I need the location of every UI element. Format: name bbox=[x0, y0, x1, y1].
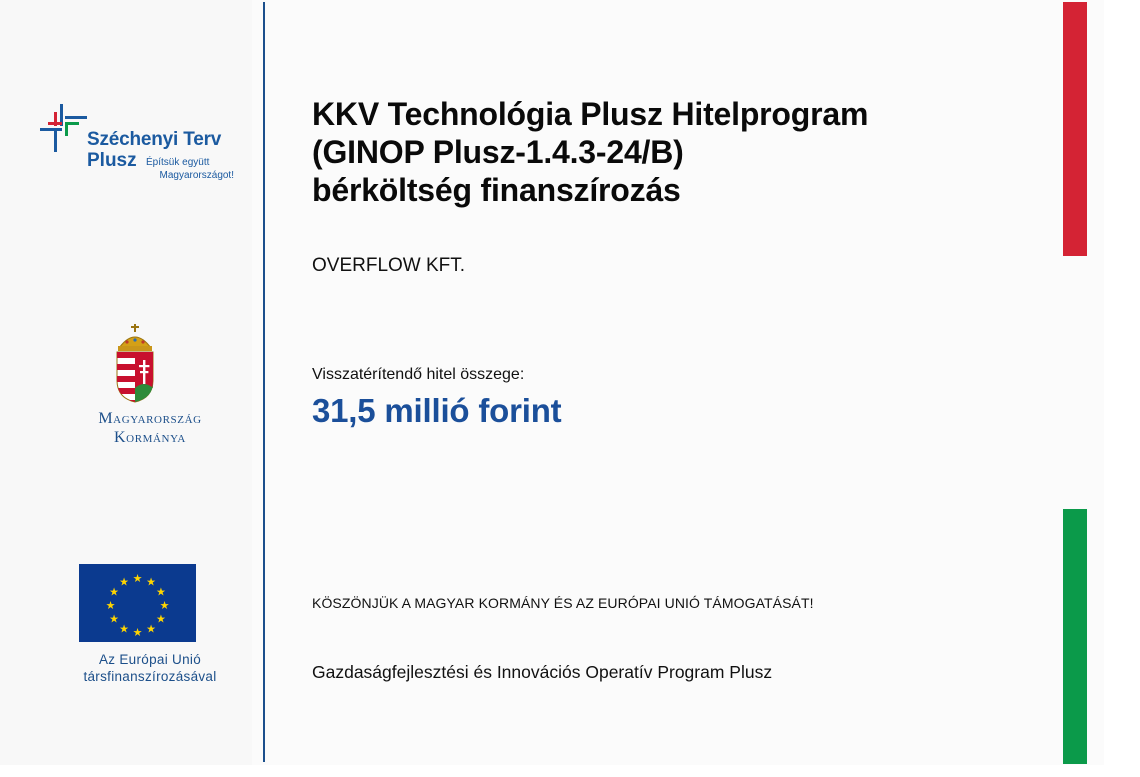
title-line-2: (GINOP Plusz-1.4.3-24/B) bbox=[312, 134, 684, 170]
project-title bbox=[312, 95, 868, 209]
flag-red-bar bbox=[1063, 2, 1087, 256]
slogan-line-2: Magyarországot! bbox=[159, 170, 234, 181]
government-line-1: Magyarország bbox=[98, 410, 202, 427]
acknowledgement-text: KÖSZÖNJÜK A MAGYAR KORMÁNY ÉS AZ EURÓPAI UNIÓ TÁMOGATÁSÁT! bbox=[312, 595, 814, 611]
slogan-line-1: Építsük együtt bbox=[146, 157, 210, 168]
hungarian-coat-of-arms-icon bbox=[113, 322, 157, 404]
svg-text:★: ★ bbox=[155, 585, 166, 599]
svg-text:★: ★ bbox=[146, 575, 156, 589]
eu-stars-ring bbox=[79, 564, 196, 642]
program-name: Gazdaságfejlesztési és Innovációs Operatív Program Plusz bbox=[312, 662, 773, 682]
szechenyi-title: Széchenyi Terv bbox=[87, 129, 222, 150]
svg-text:★: ★ bbox=[119, 575, 129, 589]
eu-cofinancing-text bbox=[40, 651, 260, 685]
eu-line-2: társfinanszírozásával bbox=[83, 669, 217, 684]
svg-text:★: ★ bbox=[146, 622, 156, 636]
eu-flag-icon bbox=[79, 564, 196, 642]
svg-text:★: ★ bbox=[105, 599, 116, 612]
beneficiary-name: OVERFLOW KFT. bbox=[312, 255, 466, 276]
svg-text:★: ★ bbox=[155, 612, 166, 626]
loan-amount-label: Visszatérítendő hitel összege: bbox=[312, 366, 525, 383]
svg-text:★: ★ bbox=[132, 626, 143, 639]
svg-text:★: ★ bbox=[159, 599, 170, 612]
eu-line-1: Az Európai Unió bbox=[98, 652, 202, 667]
government-name bbox=[40, 409, 260, 447]
loan-amount-value: 31,5 millió forint bbox=[312, 392, 562, 429]
title-line-1: KKV Technológia Plusz Hitelprogram bbox=[312, 96, 869, 132]
vertical-divider bbox=[263, 2, 265, 762]
szechenyi-cross-icon bbox=[40, 104, 88, 152]
szechenyi-terv-logo bbox=[40, 104, 240, 184]
government-line-2: Kormánya bbox=[114, 429, 186, 446]
svg-text:★: ★ bbox=[119, 622, 129, 636]
szechenyi-slogan bbox=[134, 156, 234, 182]
flag-green-bar bbox=[1063, 509, 1087, 764]
title-line-3: bérköltség finanszírozás bbox=[312, 172, 681, 208]
svg-text:★: ★ bbox=[132, 572, 143, 585]
szechenyi-plusz: Plusz bbox=[87, 150, 137, 171]
svg-text:★: ★ bbox=[109, 585, 120, 599]
svg-text:★: ★ bbox=[109, 612, 120, 626]
